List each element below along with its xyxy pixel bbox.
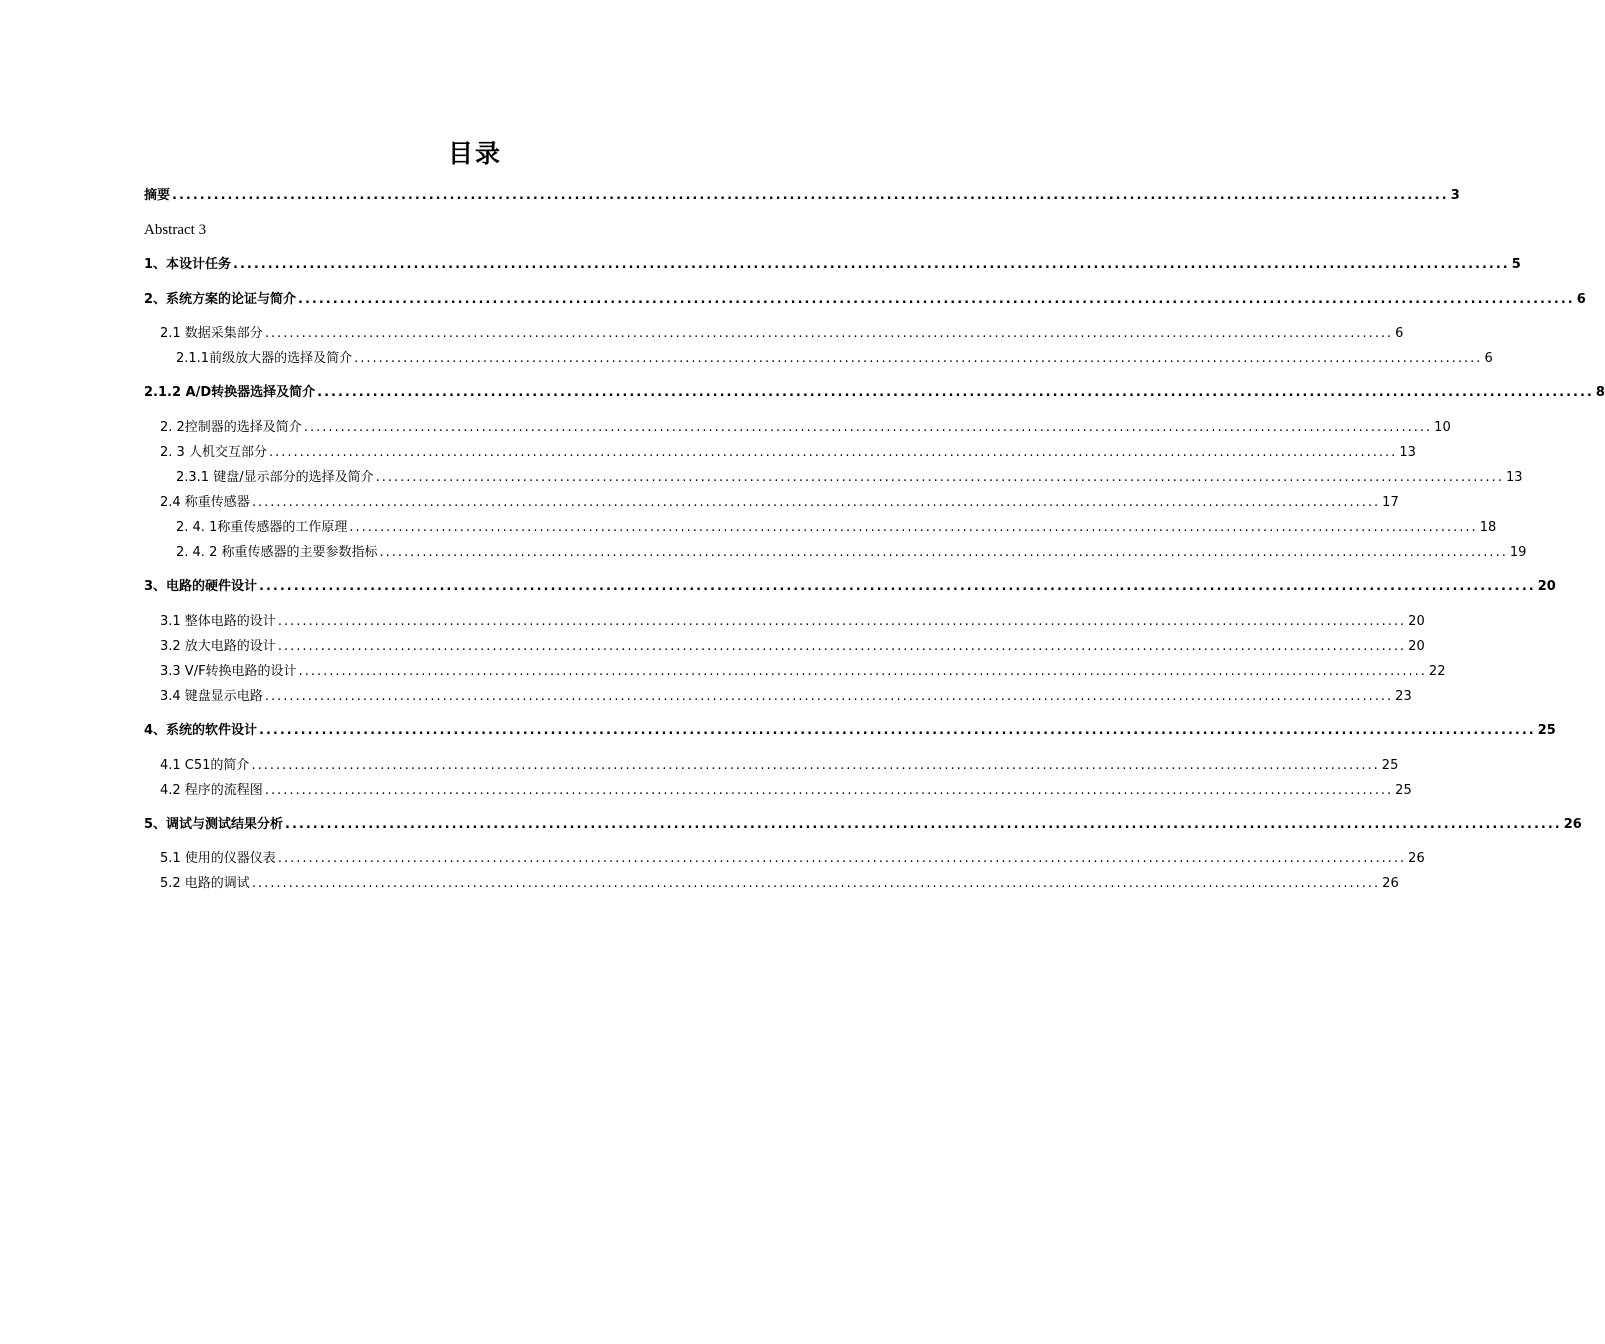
toc-entry-page: 25 bbox=[1381, 758, 1399, 773]
toc-entry[interactable] bbox=[160, 637, 1425, 657]
toc-entry[interactable] bbox=[160, 781, 1412, 801]
toc-leader: ........................................................................................................................................................................................ bbox=[354, 351, 1483, 366]
toc-leader: ........................................................................................................................................................................................ bbox=[264, 689, 1394, 704]
toc-entry-page: 3 bbox=[1450, 188, 1460, 203]
toc-entry-label: 3.1 整体电路的设计 bbox=[160, 614, 276, 629]
toc-entry-page: 20 bbox=[1537, 579, 1556, 594]
toc-entry[interactable] bbox=[160, 687, 1412, 707]
toc-entry-page: 26 bbox=[1408, 851, 1425, 866]
toc-leader: ........................................................................................................................................................................................ bbox=[264, 326, 1394, 341]
toc-entry-label: 4、系统的软件设计 bbox=[144, 723, 258, 738]
toc-leader: ........................................................................................................................................................................................ bbox=[298, 664, 1427, 679]
toc-entry-page: 5 bbox=[1511, 257, 1521, 272]
toc-leader: ........................................................................................................................................................................................ bbox=[317, 385, 1594, 400]
toc-entry-page: 17 bbox=[1382, 495, 1399, 510]
toc-entry-label: 4.2 程序的流程图 bbox=[160, 783, 263, 798]
toc-entry[interactable] bbox=[144, 721, 1556, 741]
toc-entry-page: 26 bbox=[1563, 817, 1582, 832]
toc-entry-label: 3.3 V/F转换电路的设计 bbox=[160, 664, 297, 679]
toc-entry-label: 2.1.2 A/D转换器选择及简介 bbox=[144, 385, 316, 400]
toc-entry-label: 2.3.1 键盘/显示部分的选择及简介 bbox=[176, 470, 374, 485]
toc-entry-label: 2. 4. 2 称重传感器的主要参数指标 bbox=[176, 545, 378, 560]
toc-leader: ........................................................................................................................................................................................ bbox=[251, 495, 1381, 510]
toc-leader: ........................................................................................................................................................................................ bbox=[379, 545, 1508, 560]
toc-entry[interactable] bbox=[144, 220, 206, 240]
toc-entry-page: 20 bbox=[1408, 639, 1425, 654]
toc-entry-page: 26 bbox=[1382, 876, 1399, 891]
toc-entry[interactable] bbox=[160, 324, 1404, 344]
toc-entry[interactable] bbox=[176, 468, 1523, 488]
toc-leader: ........................................................................................................................................................................................ bbox=[277, 851, 1407, 866]
toc-leader: ........................................................................................................................................................................................ bbox=[264, 783, 1394, 798]
toc-entry-page: 19 bbox=[1509, 545, 1527, 560]
toc-entry[interactable] bbox=[160, 612, 1425, 632]
toc-entry-page: 25 bbox=[1537, 723, 1556, 738]
toc-entry-page: 25 bbox=[1395, 783, 1412, 798]
toc-entry[interactable] bbox=[160, 443, 1416, 463]
toc-entry-page: 6 bbox=[1484, 351, 1493, 366]
toc-entry[interactable] bbox=[160, 418, 1451, 438]
toc-entry-page: 13 bbox=[1505, 470, 1523, 485]
toc-leader: ........................................................................................................................................................................................ bbox=[251, 758, 1380, 773]
toc-leader: ........................................................................................................................................................................................ bbox=[172, 188, 1449, 203]
toc-entry-label: 2. 3 人机交互部分 bbox=[160, 445, 267, 460]
toc-leader: ........................................................................................................................................................................................ bbox=[303, 420, 1433, 435]
toc-entry[interactable] bbox=[160, 662, 1446, 682]
toc-entry[interactable] bbox=[144, 290, 1586, 310]
toc-leader: ........................................................................................................................................................................................ bbox=[233, 257, 1510, 272]
toc-entry[interactable] bbox=[160, 493, 1399, 513]
toc-entry-label: 2. 4. 1称重传感器的工作原理 bbox=[176, 520, 348, 535]
toc-leader: ........................................................................................................................................................................................ bbox=[375, 470, 1504, 485]
toc-entry-label: Abstract 3 bbox=[144, 222, 207, 238]
toc-entry-label: 3、电路的硬件设计 bbox=[144, 579, 258, 594]
toc-entry-page: 22 bbox=[1428, 664, 1446, 679]
toc-entry-label: 2.1 数据采集部分 bbox=[160, 326, 263, 341]
toc-entry-page: 13 bbox=[1399, 445, 1416, 460]
toc-entry-page: 23 bbox=[1395, 689, 1412, 704]
toc-entry[interactable] bbox=[160, 756, 1399, 776]
toc-leader: ........................................................................................................................................................................................ bbox=[259, 579, 1536, 594]
toc-entry-page: 20 bbox=[1408, 614, 1425, 629]
toc-entry-label: 2、系统方案的论证与简介 bbox=[144, 292, 297, 307]
page-title: 目录 bbox=[447, 139, 502, 168]
toc-leader: ........................................................................................................................................................................................ bbox=[349, 520, 1478, 535]
toc-entry-page: 10 bbox=[1434, 420, 1451, 435]
toc-leader: ........................................................................................................................................................................................ bbox=[251, 876, 1381, 891]
toc-entry-label: 4.1 C51的简介 bbox=[160, 758, 250, 773]
toc-entry-label: 5、调试与测试结果分析 bbox=[144, 817, 284, 832]
toc-entry-label: 5.1 使用的仪器仪表 bbox=[160, 851, 276, 866]
toc-entry[interactable] bbox=[144, 255, 1521, 275]
toc-entry-label: 3.4 键盘显示电路 bbox=[160, 689, 263, 704]
toc-leader: ........................................................................................................................................................................................ bbox=[259, 723, 1536, 738]
toc-entry[interactable] bbox=[160, 874, 1399, 894]
toc-leader: ........................................................................................................................................................................................ bbox=[268, 445, 1398, 460]
toc-leader: ........................................................................................................................................................................................ bbox=[298, 292, 1575, 307]
toc-leader: ........................................................................................................................................................................................ bbox=[277, 614, 1407, 629]
toc-leader: ........................................................................................................................................................................................ bbox=[277, 639, 1407, 654]
toc-entry-label: 5.2 电路的调试 bbox=[160, 876, 250, 891]
toc-entry[interactable] bbox=[144, 577, 1556, 597]
toc-entry[interactable] bbox=[160, 849, 1425, 869]
toc-entry[interactable] bbox=[176, 543, 1527, 563]
toc-entry-page: 6 bbox=[1395, 326, 1404, 341]
toc-entry[interactable] bbox=[176, 518, 1497, 538]
toc-entry-label: 2.4 称重传感器 bbox=[160, 495, 250, 510]
toc-entry[interactable] bbox=[144, 815, 1582, 835]
toc-entry[interactable] bbox=[176, 349, 1493, 369]
toc-entry-label: 1、本设计任务 bbox=[144, 257, 232, 272]
toc-entry-label: 3.2 放大电路的设计 bbox=[160, 639, 276, 654]
toc-entry-page: 8 bbox=[1595, 385, 1605, 400]
toc-entry-label: 2.1.1前级放大器的选择及简介 bbox=[176, 351, 353, 366]
toc-entry-label: 摘要 bbox=[144, 188, 171, 203]
toc-entry[interactable] bbox=[144, 186, 1460, 206]
toc-entry-label: 2. 2控制器的选择及简介 bbox=[160, 420, 302, 435]
toc-leader: ........................................................................................................................................................................................ bbox=[285, 817, 1562, 832]
toc-entry-page: 6 bbox=[1576, 292, 1586, 307]
toc-entry[interactable] bbox=[144, 383, 1605, 403]
toc-entry-page: 18 bbox=[1479, 520, 1497, 535]
